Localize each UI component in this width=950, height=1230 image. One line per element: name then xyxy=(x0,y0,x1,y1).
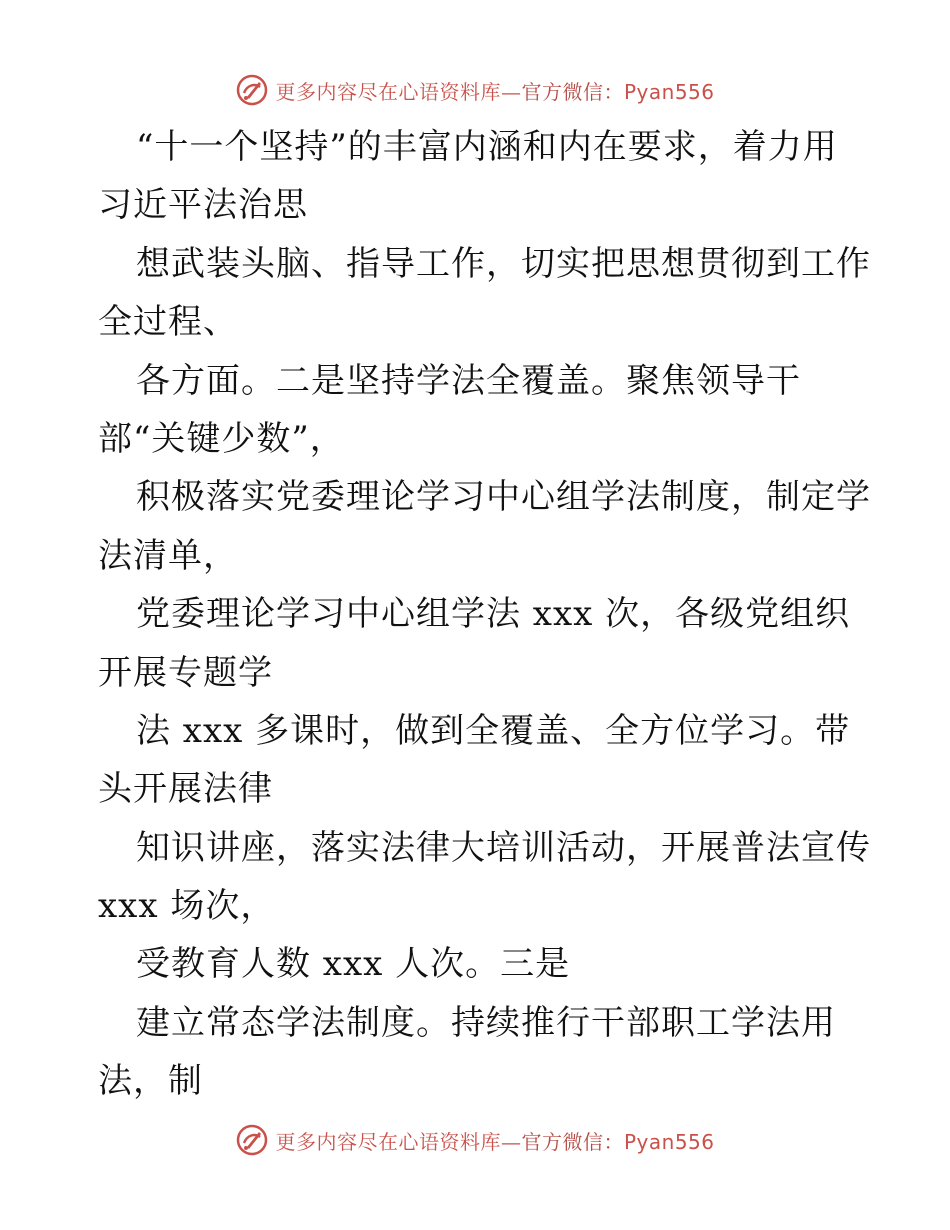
banner-title: 更多内容尽在心语资料库 xyxy=(275,79,501,104)
library-logo-icon xyxy=(235,1123,269,1157)
body-line: 部“关键少数”， xyxy=(98,418,345,459)
banner-dash: — xyxy=(500,79,522,104)
body-line: 头开展法律 xyxy=(98,769,273,810)
body-line: 受教育人数 xxx 人次。三是 xyxy=(136,944,571,985)
document-body xyxy=(98,118,871,1111)
banner-dash: — xyxy=(500,1129,522,1154)
library-logo-icon xyxy=(235,73,269,107)
body-line: 法清单， xyxy=(98,535,238,576)
header-banner xyxy=(0,70,950,110)
body-line: 法 xxx 多课时，做到全覆盖、全方位学习。带 xyxy=(136,710,851,751)
banner-wechat-label: 官方微信： xyxy=(521,79,624,104)
banner-wechat-id: Pyan556 xyxy=(623,1129,715,1154)
body-line: 习近平法治思 xyxy=(98,185,308,226)
body-line: 各方面。二是坚持学法全覆盖。聚焦领导干 xyxy=(136,360,801,401)
body-line: 全过程、 xyxy=(98,302,238,343)
banner-title: 更多内容尽在心语资料库 xyxy=(275,1129,501,1154)
header-banner-text xyxy=(275,76,714,105)
body-line: 党委理论学习中心组学法 xxx 次，各级党组织 xyxy=(136,594,851,635)
body-line: 想武装头脑、指导工作，切实把思想贯彻到工作 xyxy=(136,243,871,284)
body-line: 知识讲座，落实法律大培训活动，开展普法宣传 xyxy=(136,827,871,868)
body-line: 法，制 xyxy=(98,1061,203,1102)
banner-wechat-id: Pyan556 xyxy=(623,79,715,104)
body-line: “十一个坚持”的丰富内涵和内在要求，着力用 xyxy=(136,127,838,167)
body-line: 建立常态学法制度。持续推行干部职工学法用 xyxy=(136,1002,836,1043)
body-line: xxx 场次， xyxy=(98,886,276,927)
body-line: 积极落实党委理论学习中心组学法制度，制定学 xyxy=(136,477,871,518)
footer-banner xyxy=(0,1120,950,1160)
footer-banner-text xyxy=(275,1126,714,1155)
body-line: 开展专题学 xyxy=(98,652,273,693)
banner-wechat-label: 官方微信： xyxy=(521,1129,624,1154)
